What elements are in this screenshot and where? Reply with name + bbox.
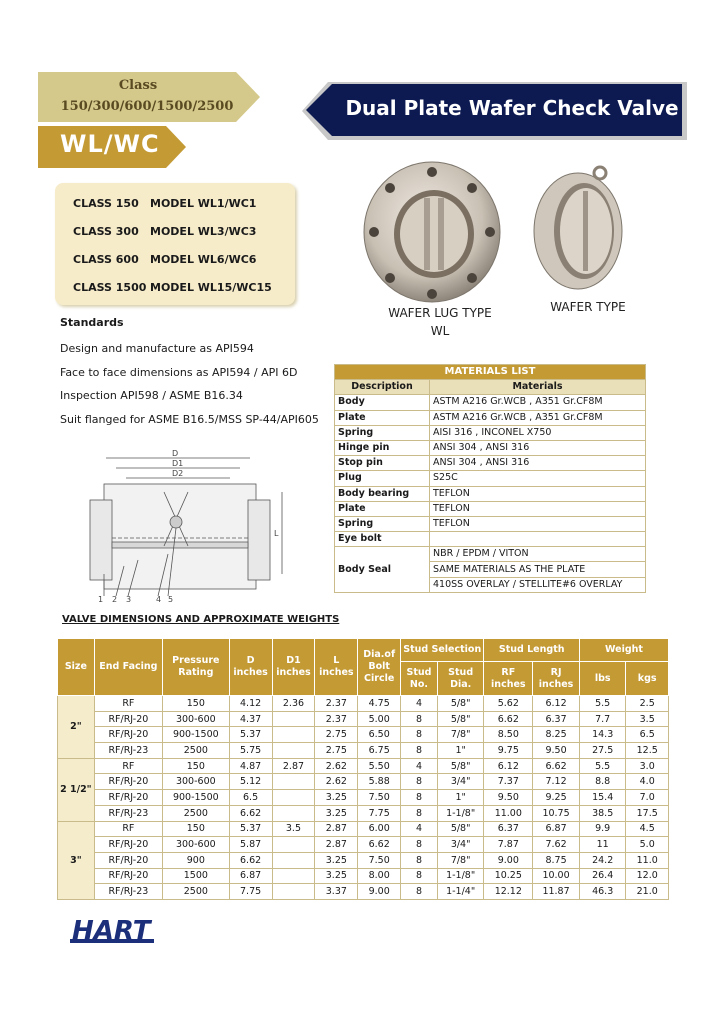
table-row xyxy=(58,711,669,727)
col-size: Size xyxy=(58,639,95,696)
col-stud-dia: Stud Dia. xyxy=(437,662,484,696)
table-cell: 9.00 xyxy=(358,884,401,900)
dimensions-title: VALVE DIMENSIONS AND APPROXIMATE WEIGHTS xyxy=(62,614,340,625)
material-value: 410SS OVERLAY / STELLITE#6 OVERLAY xyxy=(430,577,646,592)
standards-line: Design and manufacture as API594 xyxy=(60,342,254,355)
table-cell: 6.62 xyxy=(533,758,580,774)
table-cell: RF/RJ-20 xyxy=(94,868,162,884)
table-row xyxy=(58,805,669,821)
material-value xyxy=(430,532,646,547)
table-cell xyxy=(272,805,315,821)
table-cell: 2.87 xyxy=(315,821,358,837)
material-desc: Body Seal xyxy=(335,547,430,593)
col-d: D inches xyxy=(229,639,272,696)
model-code: WL/WC xyxy=(60,130,160,158)
material-value: ASTM A216 Gr.WCB , A351 Gr.CF8M xyxy=(430,395,646,410)
table-cell: 7.87 xyxy=(484,837,533,853)
material-desc: Spring xyxy=(335,425,430,440)
table-cell: 3.37 xyxy=(315,884,358,900)
materials-col-desc: Description xyxy=(335,380,430,395)
table-cell: 14.3 xyxy=(579,727,625,743)
table-cell: 150 xyxy=(163,696,230,712)
col-lbs: lbs xyxy=(579,662,625,696)
table-cell: RF/RJ-20 xyxy=(94,837,162,853)
table-cell: 900 xyxy=(163,852,230,868)
table-cell: 9.50 xyxy=(484,790,533,806)
part-label: 2 xyxy=(112,595,118,603)
models-box xyxy=(55,183,295,305)
table-cell: 3/4" xyxy=(437,837,484,853)
table-cell: 15.4 xyxy=(579,790,625,806)
table-cell xyxy=(272,790,315,806)
materials-row xyxy=(335,395,646,410)
dim-label-l: L xyxy=(274,529,279,538)
table-cell: 7.75 xyxy=(229,884,272,900)
table-row xyxy=(58,727,669,743)
table-cell: 21.0 xyxy=(626,884,669,900)
standards-line: Inspection API598 / ASME B16.34 xyxy=(60,389,243,402)
table-cell: RF/RJ-20 xyxy=(94,774,162,790)
col-pressure: Pressure Rating xyxy=(163,639,230,696)
model-code-tab xyxy=(38,126,188,168)
table-cell: 8.25 xyxy=(533,727,580,743)
table-cell: 6.62 xyxy=(358,837,401,853)
table-cell: 7.50 xyxy=(358,852,401,868)
col-stud-length: Stud Length xyxy=(484,639,580,662)
standards-line: Suit flanged for ASME B16.5/MSS SP-44/API605 xyxy=(60,413,319,426)
material-value: TEFLON xyxy=(430,516,646,531)
table-cell: 2500 xyxy=(163,805,230,821)
table-cell: 1-1/4" xyxy=(437,884,484,900)
model-row: CLASS 1500 MODEL WL15/WC15 xyxy=(73,281,272,294)
table-cell: 8 xyxy=(401,774,438,790)
table-cell: 2.75 xyxy=(315,743,358,759)
table-cell: 5.88 xyxy=(358,774,401,790)
wafer-valve-image xyxy=(528,165,628,293)
table-cell: 6.75 xyxy=(358,743,401,759)
col-stud-no: Stud No. xyxy=(401,662,438,696)
table-cell: 8 xyxy=(401,805,438,821)
table-cell: 4.37 xyxy=(229,711,272,727)
table-cell: 5.37 xyxy=(229,821,272,837)
class-label: Class xyxy=(118,78,158,93)
table-row xyxy=(58,852,669,868)
table-cell: 150 xyxy=(163,821,230,837)
table-cell: 7.37 xyxy=(484,774,533,790)
part-label: 5 xyxy=(168,595,174,603)
table-cell: 6.12 xyxy=(484,758,533,774)
table-cell: 8.8 xyxy=(579,774,625,790)
material-value: TEFLON xyxy=(430,486,646,501)
table-cell: 8 xyxy=(401,711,438,727)
table-cell: 3.5 xyxy=(272,821,315,837)
table-cell: 1-1/8" xyxy=(437,868,484,884)
table-cell: 5/8" xyxy=(437,821,484,837)
table-cell: 12.0 xyxy=(626,868,669,884)
table-cell: 8 xyxy=(401,868,438,884)
dim-label-d2: D2 xyxy=(172,469,184,478)
materials-row xyxy=(335,486,646,501)
table-cell: 3.0 xyxy=(626,758,669,774)
table-cell: 2.62 xyxy=(315,774,358,790)
materials-col-mat: Materials xyxy=(430,380,646,395)
table-cell: 2.87 xyxy=(315,837,358,853)
table-cell: 8 xyxy=(401,852,438,868)
page-title: Dual Plate Wafer Check Valve xyxy=(345,96,679,120)
materials-title: MATERIALS LIST xyxy=(335,365,646,380)
table-cell: 5/8" xyxy=(437,711,484,727)
table-cell xyxy=(272,837,315,853)
table-cell: 2.37 xyxy=(315,711,358,727)
materials-row xyxy=(335,516,646,531)
table-cell: 9.25 xyxy=(533,790,580,806)
standards-heading: Standards xyxy=(60,316,124,329)
table-cell: 7.7 xyxy=(579,711,625,727)
table-cell: 1" xyxy=(437,790,484,806)
table-cell: 7.75 xyxy=(358,805,401,821)
table-cell: 26.4 xyxy=(579,868,625,884)
table-cell: 4 xyxy=(401,758,438,774)
material-value: S25C xyxy=(430,471,646,486)
table-cell: 6.37 xyxy=(484,821,533,837)
table-cell: 2.5 xyxy=(626,696,669,712)
table-cell: 6.50 xyxy=(358,727,401,743)
table-cell: 2.75 xyxy=(315,727,358,743)
col-kgs: kgs xyxy=(626,662,669,696)
table-cell: 38.5 xyxy=(579,805,625,821)
table-cell: 4 xyxy=(401,821,438,837)
table-cell: 5/8" xyxy=(437,758,484,774)
table-cell: 4.75 xyxy=(358,696,401,712)
table-cell: RF/RJ-20 xyxy=(94,790,162,806)
table-cell: 7.62 xyxy=(533,837,580,853)
dimensions-table xyxy=(57,638,669,900)
table-cell: RF/RJ-23 xyxy=(94,884,162,900)
table-cell: 6.5 xyxy=(229,790,272,806)
table-cell: 5.50 xyxy=(358,758,401,774)
materials-row xyxy=(335,501,646,516)
materials-row xyxy=(335,547,646,562)
material-desc: Eye bolt xyxy=(335,532,430,547)
table-cell: 10.00 xyxy=(533,868,580,884)
dim-label-d: D xyxy=(172,449,179,458)
part-label: 1 xyxy=(98,595,104,603)
table-cell xyxy=(272,884,315,900)
size-cell: 3" xyxy=(58,821,95,899)
standards-line: Face to face dimensions as API594 / API 6D xyxy=(60,366,298,379)
table-row xyxy=(58,758,669,774)
lug-caption: WAFER LUG TYPE xyxy=(388,306,492,320)
dim-label-d1: D1 xyxy=(172,459,184,468)
table-cell: 8 xyxy=(401,790,438,806)
materials-row xyxy=(335,532,646,547)
col-weight: Weight xyxy=(579,639,668,662)
table-cell: 6.87 xyxy=(533,821,580,837)
table-cell: 27.5 xyxy=(579,743,625,759)
table-cell: 5.00 xyxy=(358,711,401,727)
table-cell: 150 xyxy=(163,758,230,774)
table-cell: 10.75 xyxy=(533,805,580,821)
table-cell: 5.12 xyxy=(229,774,272,790)
col-stud-selection: Stud Selection xyxy=(401,639,484,662)
table-cell: 12.12 xyxy=(484,884,533,900)
part-label: 4 xyxy=(156,595,162,603)
table-cell: RF/RJ-20 xyxy=(94,852,162,868)
col-l: L inches xyxy=(315,639,358,696)
col-bolt-circle: Dia.of Bolt Circle xyxy=(358,639,401,696)
table-cell xyxy=(272,711,315,727)
table-cell: 300-600 xyxy=(163,837,230,853)
table-row xyxy=(58,743,669,759)
table-cell: 1500 xyxy=(163,868,230,884)
wafer-caption: WAFER TYPE xyxy=(550,300,626,314)
table-cell: RF/RJ-23 xyxy=(94,805,162,821)
table-cell: 11.87 xyxy=(533,884,580,900)
table-cell: 2500 xyxy=(163,743,230,759)
table-cell: 1" xyxy=(437,743,484,759)
table-cell: 4.12 xyxy=(229,696,272,712)
table-cell: 11 xyxy=(579,837,625,853)
table-cell: 300-600 xyxy=(163,711,230,727)
col-rj: RJ inches xyxy=(533,662,580,696)
table-cell: 8.50 xyxy=(484,727,533,743)
table-cell: 7/8" xyxy=(437,727,484,743)
table-cell: 900-1500 xyxy=(163,727,230,743)
table-row xyxy=(58,696,669,712)
model-row: CLASS 300 MODEL WL3/WC3 xyxy=(73,225,257,238)
table-cell: 6.62 xyxy=(229,852,272,868)
table-cell: 2.62 xyxy=(315,758,358,774)
table-cell: 6.62 xyxy=(229,805,272,821)
table-cell: 17.5 xyxy=(626,805,669,821)
table-cell: 2500 xyxy=(163,884,230,900)
materials-table xyxy=(334,364,646,593)
table-cell: 24.2 xyxy=(579,852,625,868)
table-cell: 5.5 xyxy=(579,696,625,712)
table-cell: 46.3 xyxy=(579,884,625,900)
table-cell: 9.9 xyxy=(579,821,625,837)
hart-logo xyxy=(70,913,160,947)
table-cell: 5.62 xyxy=(484,696,533,712)
col-end-facing: End Facing xyxy=(94,639,162,696)
table-cell: 6.5 xyxy=(626,727,669,743)
table-cell: 8.75 xyxy=(533,852,580,868)
table-cell: 5.87 xyxy=(229,837,272,853)
table-cell: 2.37 xyxy=(315,696,358,712)
table-cell: 3.25 xyxy=(315,868,358,884)
material-value: NBR / EPDM / VITON xyxy=(430,547,646,562)
table-cell: 5.37 xyxy=(229,727,272,743)
table-cell: 5.5 xyxy=(579,758,625,774)
materials-row xyxy=(335,440,646,455)
materials-row xyxy=(335,456,646,471)
table-cell xyxy=(272,852,315,868)
materials-row xyxy=(335,471,646,486)
material-desc: Plate xyxy=(335,501,430,516)
table-cell xyxy=(272,774,315,790)
table-cell: 300-600 xyxy=(163,774,230,790)
lug-caption-code: WL xyxy=(430,324,450,338)
table-row xyxy=(58,884,669,900)
class-values: 150/300/600/1500/2500 xyxy=(60,99,234,114)
materials-row xyxy=(335,425,646,440)
model-row: CLASS 600 MODEL WL6/WC6 xyxy=(73,253,257,266)
table-cell: 3.25 xyxy=(315,852,358,868)
title-banner xyxy=(302,82,687,140)
table-cell: 8 xyxy=(401,727,438,743)
table-row xyxy=(58,837,669,853)
table-cell: RF xyxy=(94,758,162,774)
table-cell: 6.00 xyxy=(358,821,401,837)
table-cell: 4.5 xyxy=(626,821,669,837)
wafer-lug-valve-image xyxy=(362,160,502,310)
table-cell: 9.50 xyxy=(533,743,580,759)
table-cell: 9.75 xyxy=(484,743,533,759)
table-cell: 1-1/8" xyxy=(437,805,484,821)
size-cell: 2" xyxy=(58,696,95,759)
table-cell: 8 xyxy=(401,884,438,900)
table-cell: 3.25 xyxy=(315,790,358,806)
table-cell: RF/RJ-23 xyxy=(94,743,162,759)
col-rf: RF inches xyxy=(484,662,533,696)
table-cell: 5.75 xyxy=(229,743,272,759)
table-cell: 900-1500 xyxy=(163,790,230,806)
table-cell: 6.37 xyxy=(533,711,580,727)
table-cell: 2.87 xyxy=(272,758,315,774)
table-cell: 8 xyxy=(401,743,438,759)
table-cell: 8 xyxy=(401,837,438,853)
material-desc: Hinge pin xyxy=(335,440,430,455)
material-desc: Stop pin xyxy=(335,456,430,471)
table-row xyxy=(58,821,669,837)
table-cell: 6.62 xyxy=(484,711,533,727)
table-cell: 7.12 xyxy=(533,774,580,790)
table-cell: 4.0 xyxy=(626,774,669,790)
table-cell xyxy=(272,727,315,743)
part-label: 3 xyxy=(126,595,132,603)
table-cell: 4.87 xyxy=(229,758,272,774)
material-desc: Body xyxy=(335,395,430,410)
material-value: SAME MATERIALS AS THE PLATE xyxy=(430,562,646,577)
table-cell xyxy=(272,743,315,759)
table-cell: 11.0 xyxy=(626,852,669,868)
table-cell: 3.5 xyxy=(626,711,669,727)
logo-text: HART xyxy=(72,916,151,946)
table-cell: RF/RJ-20 xyxy=(94,727,162,743)
table-cell: 12.5 xyxy=(626,743,669,759)
table-cell xyxy=(272,868,315,884)
material-value: ANSI 304 , ANSI 316 xyxy=(430,456,646,471)
table-cell: 7.50 xyxy=(358,790,401,806)
table-cell: 6.12 xyxy=(533,696,580,712)
material-desc: Body bearing xyxy=(335,486,430,501)
model-row: CLASS 150 MODEL WL1/WC1 xyxy=(73,197,257,210)
table-cell: 4 xyxy=(401,696,438,712)
material-desc: Plate xyxy=(335,410,430,425)
table-cell: 5/8" xyxy=(437,696,484,712)
valve-cross-section-drawing xyxy=(68,448,288,603)
table-row xyxy=(58,774,669,790)
table-cell: 3/4" xyxy=(437,774,484,790)
table-cell: RF/RJ-20 xyxy=(94,711,162,727)
col-d1: D1 inches xyxy=(272,639,315,696)
size-cell: 2 1/2" xyxy=(58,758,95,821)
material-value: ASTM A216 Gr.WCB , A351 Gr.CF8M xyxy=(430,410,646,425)
table-cell: RF xyxy=(94,696,162,712)
material-desc: Spring xyxy=(335,516,430,531)
material-desc: Plug xyxy=(335,471,430,486)
table-row xyxy=(58,868,669,884)
material-value: TEFLON xyxy=(430,501,646,516)
table-cell: 5.0 xyxy=(626,837,669,853)
materials-row xyxy=(335,410,646,425)
table-row xyxy=(58,790,669,806)
table-cell: 2.36 xyxy=(272,696,315,712)
table-cell: 3.25 xyxy=(315,805,358,821)
table-cell: 9.00 xyxy=(484,852,533,868)
table-cell: 11.00 xyxy=(484,805,533,821)
table-cell: 7.0 xyxy=(626,790,669,806)
table-cell: 6.87 xyxy=(229,868,272,884)
table-cell: 7/8" xyxy=(437,852,484,868)
table-cell: 10.25 xyxy=(484,868,533,884)
material-value: AISI 316 , INCONEL X750 xyxy=(430,425,646,440)
material-value: ANSI 304 , ANSI 316 xyxy=(430,440,646,455)
table-cell: 8.00 xyxy=(358,868,401,884)
table-cell: RF xyxy=(94,821,162,837)
class-banner xyxy=(38,72,262,122)
